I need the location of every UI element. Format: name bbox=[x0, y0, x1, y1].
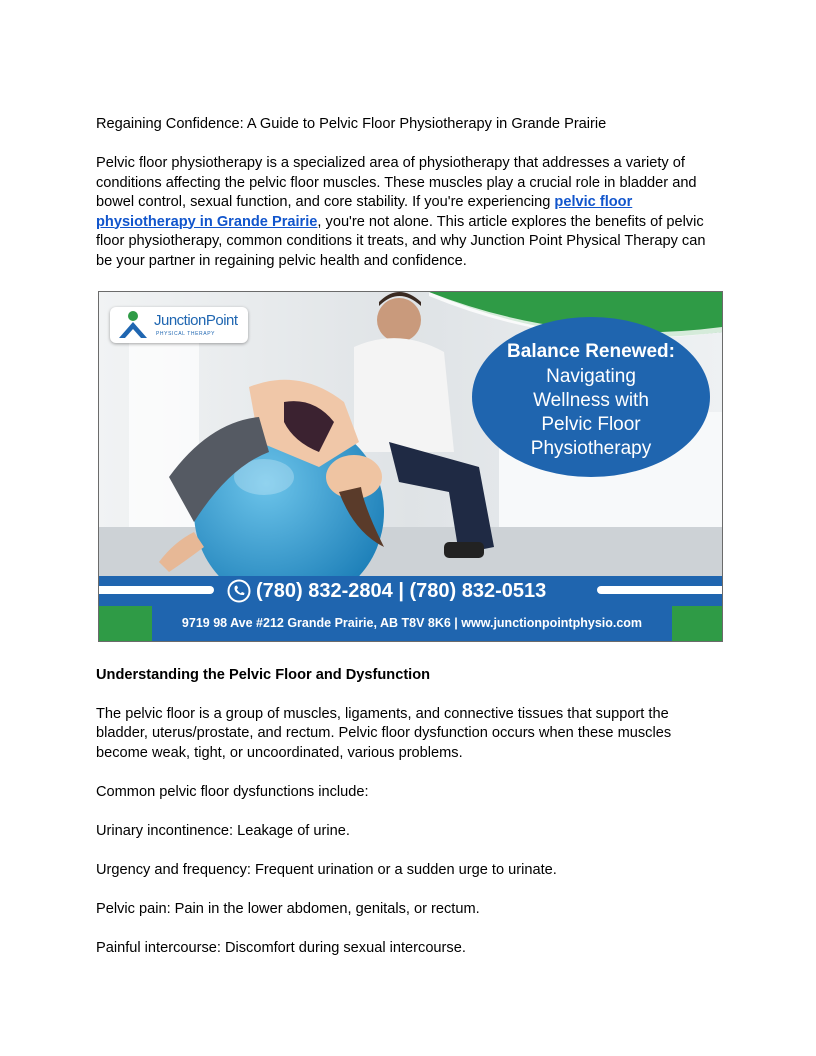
phone-bar bbox=[99, 576, 722, 606]
logo-subtitle: PHYSICAL THERAPY bbox=[156, 330, 216, 337]
phone-numbers: (780) 832-2804 | (780) 832-0513 bbox=[256, 579, 547, 602]
address-text: 9719 98 Ave #212 Grande Prairie, AB T8V 8K6 | www.junctionpointphysio.com bbox=[152, 606, 672, 641]
address-bar bbox=[99, 606, 722, 641]
phone-icon bbox=[227, 579, 251, 603]
list-item: Urgency and frequency: Frequent urination or a sudden urge to urinate. bbox=[96, 861, 557, 878]
list-item: Painful intercourse: Discomfort during sexual intercourse. bbox=[96, 939, 466, 956]
banner-subline-line: Wellness with bbox=[533, 389, 649, 411]
headline-circle bbox=[472, 317, 710, 477]
section-paragraph: The pelvic floor is a group of muscles, ligaments, and connective tissues that support the bladder, uterus/prostate, and rectum. Pelvic floor dysfunction occurs when these muscles become weak, tight, or uncoordinated, various problems. bbox=[96, 705, 672, 761]
banner-subline-line: Pelvic Floor bbox=[541, 413, 641, 435]
banner-subline-line: Physiotherapy bbox=[530, 437, 652, 459]
divider-stripe bbox=[597, 586, 722, 594]
banner-subline-line: Navigating bbox=[546, 365, 636, 387]
intro-text-end: , you're not alone. This article explores the benefits of pelvic floor physiotherapy, common conditions it treats, and why Junction Point Physical Therapy can be your partner in regaining pelvic health and confidence. bbox=[96, 213, 706, 269]
junction-point-logo bbox=[110, 307, 248, 343]
list-intro: Common pelvic floor dysfunctions include: bbox=[96, 783, 369, 800]
logo-name: JunctionPoint bbox=[154, 311, 238, 329]
pelvic-floor-physiotherapy-link[interactable]: pelvic floor physiotherapy in Grande Prairie bbox=[96, 194, 633, 230]
divider-stripe bbox=[99, 586, 214, 594]
banner-headline: Balance Renewed: bbox=[507, 340, 675, 362]
person-logo-icon bbox=[116, 310, 150, 340]
list-item: Urinary incontinence: Leakage of urine. bbox=[96, 822, 350, 839]
document-page bbox=[96, 115, 722, 978]
promo-banner-image bbox=[98, 291, 723, 642]
document-title: Regaining Confidence: A Guide to Pelvic Floor Physiotherapy in Grande Prairie bbox=[96, 116, 607, 132]
intro-paragraph bbox=[96, 154, 722, 271]
list-item: Pelvic pain: Pain in the lower abdomen, genitals, or rectum. bbox=[96, 900, 480, 917]
section-heading: Understanding the Pelvic Floor and Dysfunction bbox=[96, 666, 431, 683]
intro-text-start: Pelvic floor physiotherapy is a specialized area of physiotherapy that addresses a variety of conditions affecting the pelvic floor muscles. These muscles play a crucial role in bladder and bowel control, sexual function, and core stability. If you're experiencing bbox=[96, 155, 697, 210]
banner-subline bbox=[472, 365, 710, 461]
